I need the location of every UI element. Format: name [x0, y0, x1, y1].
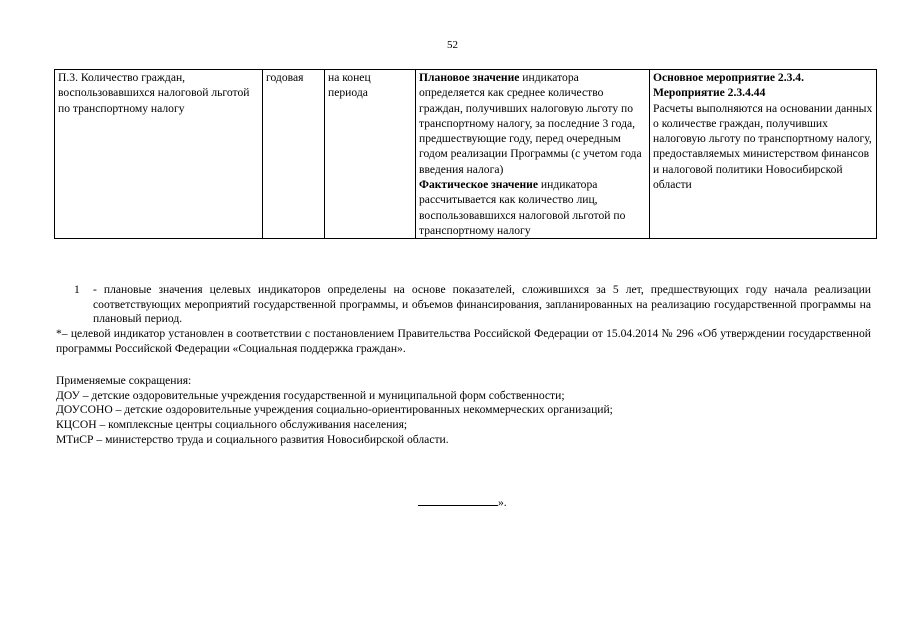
actual-value-text: индикатора рассчитывается как количество лиц, воспользовавшихся налоговой льготой по транспортному налогу — [419, 178, 626, 237]
abbreviation-item: ДОУ – детские оздоровительные учреждения государственной и муниципальной форм собственности; — [56, 388, 565, 402]
table-row — [55, 70, 877, 239]
page-number: 52 — [447, 39, 458, 51]
closing-mark — [418, 494, 507, 510]
source-description: Расчеты выполняются на основании данных о количестве граждан, получивших налоговую льготу по транспортному налогу, предоставляемых министерством финансов и налоговой политики Новосибирской области — [653, 101, 873, 192]
planned-value-text: индикатора определяется как среднее количество граждан, получивших налоговую льготу по транспортному налогу, за последние 3 года, предшествующие году, перед очередным годом реализации Программы (с учетом года введения налога) — [419, 71, 642, 176]
indicator-table — [54, 69, 877, 239]
footnote-1-text: - плановые значения целевых индикаторов определены на основе показателей, сложившихся за 5 лет, предшествующих году начала реализации соответствующих мероприятий государственной программы, и объемов финансирования, запланированных на реализацию государственной программы на плановый период. — [93, 283, 871, 326]
abbreviation-item: КЦСОН – комплексные центры социального обслуживания населения; — [56, 418, 408, 432]
data-source-cell — [650, 70, 877, 239]
footnote-number: 1 — [74, 283, 80, 296]
indicator-name-cell: П.3. Количество граждан, воспользовавшихся налоговой льготой по транспортному налогу — [55, 70, 263, 239]
closing-quote: ». — [498, 496, 507, 509]
footnote-1 — [56, 283, 871, 327]
abbreviations-section — [56, 374, 871, 448]
event-reference: Основное мероприятие 2.3.4. Мероприятие 2.3.4.44 — [653, 71, 805, 100]
periodicity-cell: годовая — [263, 70, 325, 239]
abbreviation-item: МТиСР – министерство труда и социального развития Новосибирской области. — [56, 432, 449, 446]
timing-cell: на конец периода — [325, 70, 416, 239]
planned-value-label: Плановое значение — [419, 71, 520, 84]
abbreviation-item: ДОУСОНО – детские оздоровительные учреждения социально-ориентированных некоммерческих организаций; — [56, 403, 613, 417]
footnote-asterisk: *– целевой индикатор установлен в соответствии с постановлением Правительства Российской Федерации от 15.04.2014 № 296 «Об утверждении государственной программы Российской Федерации «Социальная поддержка граждан». — [56, 327, 871, 355]
footnotes — [56, 283, 871, 357]
actual-value-label: Фактическое значение — [419, 178, 539, 192]
closing-underline — [418, 494, 498, 506]
calculation-method-cell — [416, 70, 650, 239]
abbreviations-heading: Применяемые сокращения: — [56, 374, 192, 387]
